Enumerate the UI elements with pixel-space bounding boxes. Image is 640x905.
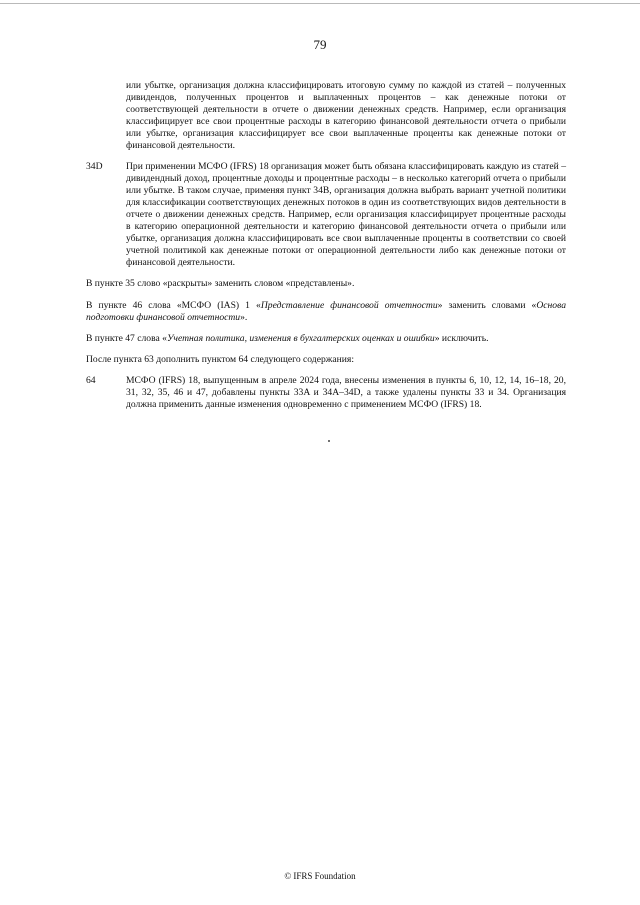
amendment-46-post: ». bbox=[240, 311, 248, 323]
amendment-46-mid: » заменить словами « bbox=[437, 299, 537, 311]
page-number: 79 bbox=[313, 37, 327, 52]
paragraph-34d-text: При применении МСФО (IFRS) 18 организация может быть обязана классифицировать каждую из статей – дивидендный доход, процентные доходы и процентные расходы – в несколько категорий отчета о прибыли или убытке. В таком случае, применяя пункт 34B, организация должна выбрать вариант учетной политики для классификации соответствующих денежных потоков в один из соответствующих видов деятельности в отчете о движении денежных средств. Например, если организация классифицирует процентные расходы в категорию операционной деятельности и категорию финансовой деятельности отчета о прибыли или убытке, организация должна классифицировать все свои выплаченные проценты в соответствии со своей учетной политикой как денежные потоки от операционной деятельности либо как денежные потоки от финансовой деятельности. bbox=[126, 160, 566, 269]
amendment-47-pre: В пункте 47 слова « bbox=[86, 332, 167, 344]
paragraph-34d-number: 34D bbox=[86, 160, 103, 172]
footer-copyright: © IFRS Foundation bbox=[284, 871, 356, 881]
amendment-47-post: » исключить. bbox=[434, 332, 489, 344]
stray-dot bbox=[328, 440, 330, 442]
paragraph-64-text: МСФО (IFRS) 18, выпущенным в апреле 2024 года, внесены изменения в пункты 6, 10, 12, 14, 16–18, 20, 31, 32, 35, 46 и 47, добавлены пункты 33A и 34A–34D, а также удалены пункты 33 и 34. Организация должна применить данные изменения одновременно с применением МСФО (IFRS) 18. bbox=[126, 374, 566, 411]
amendment-47-title: Учетная политика, изменения в бухгалтерских оценках и ошибки bbox=[166, 332, 435, 344]
instruction-after-63: После пункта 63 дополнить пунктом 64 следующего содержания: bbox=[86, 353, 354, 365]
page-content bbox=[86, 80, 566, 411]
amendment-46-new-title: Основа подготовки финансовой отчетности bbox=[86, 299, 566, 323]
amendment-47 bbox=[86, 333, 566, 345]
paragraph-intro: или убытке, организация должна классифицировать итоговую сумму по каждой из статей – полученных дивидендов, полученных процентов и выплаченных процентов – как денежные потоки от соответствующей деятельности в отчете о движении денежных средств. Например, если организация классифицирует все свои процентные расходы в категорию финансовой деятельности отчета о прибыли или убытке, организация классифицирует все свои выплаченные проценты как денежные потоки от финансовой деятельности. bbox=[126, 80, 566, 152]
amendment-46 bbox=[86, 300, 566, 324]
paragraph-64-number: 64 bbox=[86, 374, 96, 386]
top-rule bbox=[0, 3, 640, 4]
amendment-46-pre: В пункте 46 слова «МСФО (IAS) 1 « bbox=[86, 299, 261, 311]
paragraph-34d bbox=[86, 161, 566, 270]
paragraph-64 bbox=[86, 375, 566, 411]
amendment-46-old-title: Представление финансовой отчетности bbox=[260, 299, 438, 311]
amendment-35: В пункте 35 слово «раскрыты» заменить словом «представлены». bbox=[86, 278, 355, 290]
